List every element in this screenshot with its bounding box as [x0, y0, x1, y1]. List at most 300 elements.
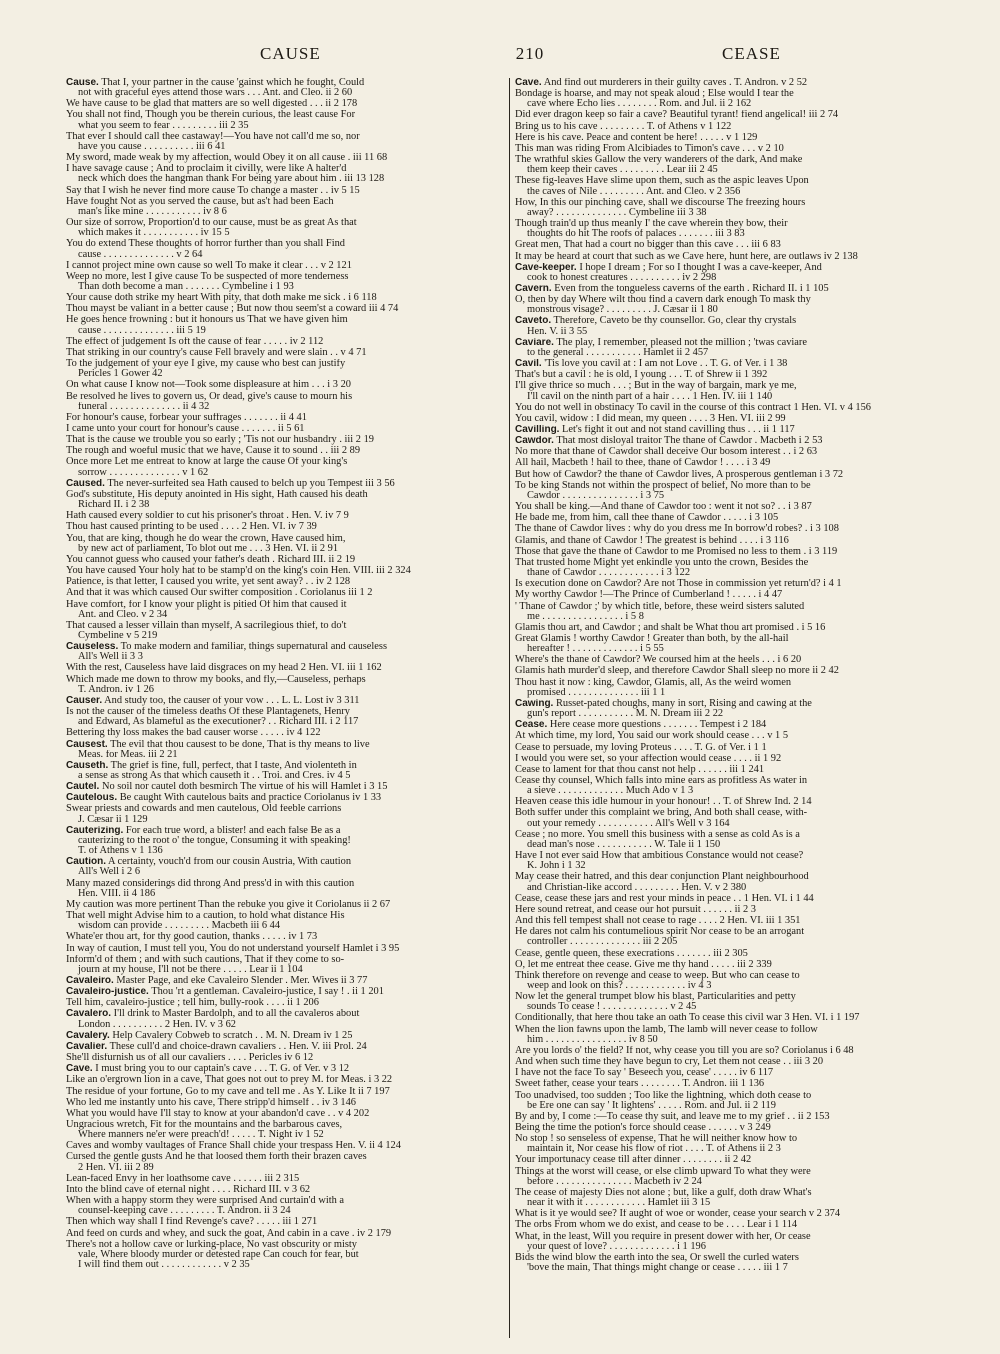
entry-line: counsel-keeping cave . . . . . . . . . T. Andron. ii 3 24 — [78, 1206, 291, 1217]
entry-line: 'bove the main, That things might change or cease . . . . . iii 1 7 — [527, 1263, 788, 1274]
entry-line: him . . . . . . . . . . . . . . . . iv 8 50 — [527, 1034, 658, 1045]
concordance-entry — [515, 1134, 957, 1154]
concordance-entry — [66, 911, 508, 931]
entry-line: Great Glamis ! worthy Cawdor ! Greater than both, by the all-hail — [515, 633, 789, 644]
concordance-entry — [66, 479, 508, 489]
headword: Causeless. — [66, 642, 119, 653]
concordance-entry — [66, 197, 508, 217]
entry-line: Sweet father, cease your tears . . . . . . . . T. Andron. iii 1 136 — [515, 1079, 765, 1090]
headword: Caused. — [66, 478, 105, 489]
concordance-entry — [66, 1240, 508, 1270]
entry-line: Swear priests and cowards and men cautelous, Old feeble carrions — [66, 804, 342, 815]
entry-line: May cease their hatred, and this dear conjunction Plant neighbourhood — [515, 872, 809, 883]
entry-line: Think therefore on revenge and cease to weep. But who can cease to — [515, 970, 800, 981]
entry-line: neck which does the hangman thank For being yare about him . iii 13 128 — [78, 174, 385, 185]
entry-line: When the lion fawns upon the lamb, The lamb will never cease to follow — [515, 1024, 818, 1035]
concordance-entry — [515, 176, 957, 196]
concordance-entry — [515, 1013, 957, 1023]
headword: Cave. — [515, 78, 542, 88]
concordance-entry — [66, 490, 508, 510]
entry-line: Cave. And find out murderers in their guilty caves . T. Andron. v 2 52 — [515, 78, 808, 88]
entry-line: The wrathful skies Gallow the very wanderers of the dark, And make — [515, 155, 803, 166]
headword: Cavalero. — [66, 1009, 112, 1020]
concordance-entry — [66, 577, 508, 587]
concordance-entry — [66, 761, 508, 781]
headword: Cawdor. — [515, 436, 554, 447]
entry-line: With the rest, Causeless have laid disgraces on my head 2 Hen. VI. iii 1 162 — [66, 663, 382, 674]
entry-line: Weep no more, lest I give cause To be suspected of more tenderness — [66, 271, 349, 282]
entry-line: The orbs From whom we do exist, and cease to be . . . . Lear i 1 114 — [515, 1220, 798, 1231]
concordance-entry — [66, 348, 508, 358]
headword: Cavaleiro-justice. — [66, 987, 149, 998]
entry-line: And that it was which caused Our swifter composition . Coriolanus iii 1 2 — [66, 588, 373, 599]
entry-line: On what cause I know not—Took some displeasure at him . . . i 3 20 — [66, 380, 351, 391]
entry-line: That caused a lesser villain than myself, A sacrilegious thief, to do't — [66, 620, 347, 631]
concordance-entry — [66, 272, 508, 292]
entry-line: not with graceful eyes attend those wars . . . Ant. and Cleo. ii 2 60 — [78, 88, 353, 99]
entry-line: cause . . . . . . . . . . . . . . v 2 64 — [78, 249, 203, 260]
entry-line: I'll give thrice so much . . . ; But in the way of bargain, mark ye me, — [515, 381, 797, 392]
entry-line: to the general . . . . . . . . . . . Hamlet ii 2 457 — [527, 347, 709, 358]
headword: Cavern. — [515, 283, 552, 294]
concordance-entry — [66, 1141, 508, 1151]
concordance-entry — [515, 252, 957, 262]
concordance-entry — [66, 1042, 508, 1052]
entry-line: That's but a cavil : he is old, I young . . . T. of Shrew ii 1 392 — [515, 370, 768, 381]
concordance-entry — [515, 1112, 957, 1122]
entry-line: Many mazed considerings did throng And press'd in with this caution — [66, 878, 355, 889]
concordance-entry — [515, 894, 957, 904]
concordance-entry — [66, 1053, 508, 1063]
concordance-entry — [66, 1174, 508, 1184]
entry-line: O, let me entreat thee cease. Give me thy hand . . . . . iii 2 339 — [515, 959, 772, 970]
entry-line: Those that gave the thane of Cawdor to me Promised no less to them . i 3 119 — [515, 546, 838, 557]
entry-line: Pericles 1 Gower 42 — [78, 369, 163, 380]
headword: Causer. — [66, 695, 103, 706]
entry-line: 2 Hen. VI. iii 2 89 — [78, 1162, 154, 1173]
entry-line: cave where Echo lies . . . . . . . . Rom. and Jul. ii 2 162 — [527, 99, 752, 110]
concordance-entry — [66, 110, 508, 130]
entry-line: Cautelous. Be caught With cautelous baits and practice Coriolanus iv 1 33 — [66, 793, 382, 804]
concordance-entry — [515, 144, 957, 154]
entry-line: Once more Let me entreat to know at large the cause Of your king's — [66, 457, 348, 468]
concordance-entry — [515, 1232, 957, 1252]
entry-line: But how of Cawdor? the thane of Cawdor lives, A prosperous gentleman i 3 72 — [515, 469, 844, 480]
entry-line: Which made me down to throw my books, and fly,—Causeless, perhaps — [66, 674, 366, 685]
headword: Caution. — [66, 857, 106, 868]
headword: Cautelous. — [66, 793, 118, 804]
entry-line: It may be heard at court that such as we Cave here, hunt here, are outlaws iv 2 138 — [515, 251, 858, 262]
concordance-entry — [66, 413, 508, 423]
concordance-entry — [515, 284, 957, 294]
entry-line: Cave-keeper. I hope I dream ; For so I thought I was a cave-keeper, And — [515, 262, 822, 273]
concordance-entry — [66, 642, 508, 662]
entry-line: These fig-leaves Have slime upon them, such as the aspic leaves Upon — [515, 176, 809, 187]
entry-line: maintain it, Nor cease his flow of riot . . . . T. of Athens ii 2 3 — [527, 1144, 781, 1155]
concordance-entry — [515, 198, 957, 218]
header-first-word: CAUSE — [260, 44, 321, 63]
entry-line: Caviare. The play, I remember, pleased not the million ; 'twas caviare — [515, 337, 807, 348]
entry-line: Caves and womby vaultages of France Shall chide your trespass Hen. V. ii 4 124 — [66, 1141, 401, 1152]
entry-line: Have I not ever said How that ambitious Constance would not cease? — [515, 851, 804, 862]
concordance-entry — [66, 446, 508, 456]
entry-line: We have cause to be glad that matters are so well digested . . . ii 2 178 — [66, 99, 358, 110]
concordance-entry — [515, 851, 957, 871]
entry-line: Did ever dragon keep so fair a cave? Beautiful tyrant! fiend angelical! iii 2 74 — [515, 110, 839, 121]
concordance-entry — [66, 392, 508, 412]
left-column — [66, 78, 508, 1340]
concordance-entry — [66, 621, 508, 641]
entry-line: You shall not find, Though you be therein curious, the least cause For — [66, 110, 356, 121]
entry-line: Cavalier. These cull'd and choice-drawn cavaliers . . Hen. V. iii Prol. 24 — [66, 1041, 367, 1052]
headword: Cavaleiro. — [66, 975, 114, 986]
concordance-entry — [515, 655, 957, 665]
entry-line: away? . . . . . . . . . . . . . . Cymbeline iii 3 38 — [527, 207, 707, 218]
concordance-entry — [515, 960, 957, 970]
concordance-entry — [66, 132, 508, 152]
concordance-entry — [66, 1064, 508, 1074]
entry-line: and Christian-like accord . . . . . . . . . Hen. V. v 2 380 — [527, 882, 747, 893]
entry-line: Cease to persuade, my loving Proteus . . . . T. G. of Ver. i 1 1 — [515, 742, 767, 753]
entry-line: In way of caution, I must tell you, You do not understand yourself Hamlet i 3 95 — [66, 943, 400, 954]
concordance-entry — [66, 1217, 508, 1227]
entry-line: All hail, Macbeth ! hail to thee, thane of Cawdor ! . . . . i 3 49 — [515, 458, 771, 469]
entry-line: your quest of love? . . . . . . . . . . . . . i 1 196 — [527, 1241, 706, 1252]
entry-line: K. John i 1 32 — [527, 861, 586, 872]
entry-line: He goes hence frowning : but it honours us That we have given him — [66, 315, 348, 326]
concordance-entry — [515, 699, 957, 719]
concordance-entry — [515, 743, 957, 753]
concordance-entry — [66, 857, 508, 877]
concordance-entry — [515, 78, 957, 88]
entry-line: All's Well ii 3 3 — [78, 652, 143, 663]
entry-line: To the judgement of your eye I give, my cause who best can justify — [66, 359, 346, 370]
entry-line: Cease to lament for that thou canst not help . . . . . . iii 1 241 — [515, 764, 765, 775]
entry-line: Cauterizing. For each true word, a blister! and each false Be as a — [66, 825, 341, 836]
entry-line: I cannot project mine own cause so well To make it clear . . . v 2 121 — [66, 260, 352, 271]
entry-line: Things at the worst will cease, or else climb upward To what they were — [515, 1166, 811, 1177]
entry-line: O, then by day Where wilt thou find a cavern dark enough To mask thy — [515, 295, 811, 306]
entry-line: Ungracious wretch, Fit for the mountains and the barbarous caves, — [66, 1120, 343, 1130]
entry-line: The thane of Cawdor lives : why do you dress me In borrow'd robes? . i 3 108 — [515, 524, 839, 535]
concordance-entry — [66, 663, 508, 673]
concordance-entry — [66, 932, 508, 942]
entry-line: Caused. The never-surfeited sea Hath caused to belch up you Tempest iii 3 56 — [66, 478, 395, 489]
headword: Causest. — [66, 739, 108, 750]
concordance-entry — [515, 971, 957, 991]
entry-line: The residue of your fortune, Go to my cave and tell me . As Y. Like It ii 7 197 — [66, 1086, 390, 1097]
concordance-entry — [66, 998, 508, 1008]
entry-line: cause . . . . . . . . . . . . . . iii 5 19 — [78, 325, 206, 336]
entry-line: I would you were set, so your affection would cease . . . . ii 1 92 — [515, 753, 782, 764]
headword: Cavilling. — [515, 425, 560, 435]
concordance-entry — [515, 590, 957, 600]
concordance-entry — [515, 1079, 957, 1089]
concordance-entry — [515, 872, 957, 892]
concordance-entry — [515, 731, 957, 741]
entry-line: wisdom can provide . . . . . . . . . Macbeth iii 6 44 — [78, 921, 281, 932]
concordance-entry — [515, 1123, 957, 1133]
entry-line: And this fell tempest shall not cease to rage . . . . 2 Hen. VI. iii 1 351 — [515, 916, 801, 927]
entry-line: When with a happy storm they were surprised And curtain'd with a — [66, 1196, 345, 1207]
entry-line: London . . . . . . . . . . 2 Hen. IV. v 3 62 — [78, 1019, 236, 1030]
entry-line: Patience, is that letter, I caused you write, yet sent away? . . iv 2 128 — [66, 577, 351, 588]
entry-line: before . . . . . . . . . . . . . . . Macbeth iv 2 24 — [527, 1176, 702, 1187]
entry-line: Now let the general trumpet blow his blast, Particularities and petty — [515, 992, 796, 1003]
entry-line: Your importunacy cease till after dinner . . . . . . . . ii 2 42 — [515, 1155, 752, 1166]
entry-line: Great men, That had a court no bigger than this cave . . . iii 6 83 — [515, 240, 781, 251]
entry-line: She'll disfurnish us of all our cavaliers . . . . Pericles iv 6 12 — [66, 1053, 314, 1064]
entry-line: Causeth. The grief is fine, full, perfect, that I taste, And violenteth in — [66, 760, 357, 771]
concordance-entry — [515, 1025, 957, 1045]
entry-line: Glamis hath murder'd sleep, and therefore Cawdor Shall sleep no more ii 2 42 — [515, 666, 839, 677]
concordance-entry — [515, 1046, 957, 1056]
concordance-entry — [66, 218, 508, 238]
entry-line: Cawdor. That most disloyal traitor The thane of Cawdor . Macbeth i 2 53 — [515, 436, 823, 447]
concordance-entry — [66, 1229, 508, 1239]
entry-line: Richard II. i 2 38 — [78, 500, 150, 511]
headword: Cautel. — [66, 782, 100, 793]
concordance-entry — [66, 588, 508, 598]
entry-line: sorrow . . . . . . . . . . . . . . v 1 62 — [78, 467, 209, 478]
entry-line: Cease ; no more. You smell this business with a sense as cold As is a — [515, 829, 800, 840]
entry-line: Glamis thou art, and Cawdor ; and shalt be What thou art promised . i 5 16 — [515, 622, 826, 633]
entry-line: Thou hast caused printing to be used . . . . 2 Hen. VI. iv 7 39 — [66, 522, 317, 533]
entry-line: dead man's nose . . . . . . . . . . . W. Tale ii 1 150 — [527, 839, 721, 850]
concordance-entry — [66, 976, 508, 986]
entry-line: Is not the causer of the timeless deaths Of these Plantagenets, Henry — [66, 707, 350, 718]
concordance-entry — [515, 992, 957, 1012]
headword: Cavil. — [515, 359, 542, 370]
running-head — [60, 44, 940, 68]
entry-line: weep and look on this? . . . . . . . . . . . . iv 4 3 — [527, 980, 712, 991]
concordance-entry — [515, 536, 957, 546]
concordance-entry — [66, 315, 508, 335]
entry-line: You have caused Your holy hat to be stamp'd on the king's coin Hen. VIII. iii 2 324 — [66, 566, 411, 577]
entry-line: Like an o'ergrown lion in a cave, That goes not out to prey M. for Meas. i 3 22 — [66, 1075, 393, 1086]
entry-line: thoughts do hit The roofs of palaces . . . . . . . iii 3 83 — [527, 229, 745, 240]
concordance-entry — [515, 927, 957, 947]
concordance-entry — [515, 558, 957, 578]
page-number: 210 — [515, 44, 545, 63]
entry-line: which makes it . . . . . . . . . . . iv 15 5 — [78, 228, 230, 239]
concordance-entry — [515, 524, 957, 534]
concordance-entry — [515, 1057, 957, 1067]
concordance-entry — [66, 293, 508, 303]
entry-line: Here sound retreat, and cease our hot pursuit . . . . . . ii 2 3 — [515, 904, 756, 915]
entry-line: Say that I wish he never find more cause To change a master . . iv 5 15 — [66, 185, 360, 196]
entry-line: Ant. and Cleo. v 2 34 — [78, 609, 168, 620]
entry-line: thane of Cawdor . . . . . . . . . . . . i 3 122 — [527, 568, 691, 579]
concordance-entry — [66, 555, 508, 565]
concordance-entry — [66, 987, 508, 997]
entry-line: cauterizing to the root o' the tongue, Consuming it with speaking! — [78, 835, 351, 846]
entry-line: I'll cavil on the ninth part of a hair . . . . 1 Hen. IV. iii 1 140 — [527, 391, 773, 402]
concordance-entry — [66, 239, 508, 259]
entry-line: That is the cause we trouble you so early ; 'Tis not our husbandry . iii 2 19 — [66, 435, 374, 446]
concordance-entry — [515, 776, 957, 796]
entry-line: He dares not calm his contumelious spirit Nor cease to be an arrogant — [515, 927, 805, 938]
entry-line: Your cause doth strike my heart With pity, that doth make me sick . i 6 118 — [66, 293, 377, 304]
headword: Cavalier. — [66, 1041, 108, 1052]
entry-line: My sword, made weak by my affection, would Obey it on all cause . iii 11 68 — [66, 153, 388, 164]
concordance-entry — [66, 380, 508, 390]
entry-line: Caution. A certainty, vouch'd from our cousin Austria, With caution — [66, 857, 352, 868]
entry-line: Here is his cave. Peace and content be here! . . . . . v 1 129 — [515, 132, 758, 143]
concordance-entry — [515, 295, 957, 315]
entry-line: Into the blind cave of eternal night . . . . Richard III. v 3 62 — [66, 1184, 311, 1195]
concordance-entry — [66, 1098, 508, 1108]
entry-line: Cease, cease these jars and rest your minds in peace . . 1 Hen. VI. i 1 44 — [515, 893, 814, 904]
entry-line: For honour's cause, forbear your suffrages . . . . . . . ii 4 41 — [66, 412, 307, 423]
right-column — [515, 78, 957, 1340]
entry-line: Causeless. To make modern and familiar, things supernatural and causeless — [66, 642, 388, 653]
concordance-entry — [66, 511, 508, 521]
concordance-entry — [66, 804, 508, 824]
entry-line: I have not the face To say ' Beseech you, cease' . . . . . iv 6 117 — [515, 1068, 774, 1079]
concordance-entry — [515, 513, 957, 523]
entry-line: Thou mayst be valiant in a better cause ; But now thou seem'st a coward iii 4 74 — [66, 304, 399, 315]
concordance-entry — [66, 1109, 508, 1119]
entry-line: Than doth become a man . . . . . . . Cymbeline i 1 93 — [78, 281, 294, 292]
headword: Caveto. — [515, 316, 552, 327]
concordance-entry — [515, 122, 957, 132]
concordance-entry — [66, 337, 508, 347]
entry-line: No more that thane of Cawdor shall deceive Our bosom interest . . i 2 63 — [515, 447, 818, 458]
entry-line: Both suffer under this complaint we bring, And both shall cease, with- — [515, 808, 808, 819]
entry-line: And when such time they have begun to cry, Let them not cease . . iii 3 20 — [515, 1057, 824, 1068]
concordance-entry — [515, 949, 957, 959]
concordance-entry — [66, 99, 508, 109]
entry-line: Inform'd of them ; and with such cautions, That if they come to so- — [66, 954, 345, 965]
concordance-entry — [515, 547, 957, 557]
concordance-entry — [515, 133, 957, 143]
entry-line: Our size of sorrow, Proportion'd to our cause, must be as great As that — [66, 218, 357, 229]
entry-line: Meas. for Meas. iii 2 21 — [78, 749, 178, 760]
concordance-entry — [66, 186, 508, 196]
entry-line: The cease of majesty Dies not alone ; but, like a gulf, doth draw What's — [515, 1187, 812, 1198]
entry-line: Cavil. 'Tis love you cavil at : I am not Love . . T. G. of Ver. i 1 38 — [515, 359, 788, 370]
entry-line: Cave. I must bring you to our captain's cave . . . T. G. of Ver. v 3 12 — [66, 1064, 350, 1075]
headword: Cave. — [66, 1064, 93, 1075]
concordance-entry — [66, 782, 508, 792]
entry-line: Hath caused every soldier to cut his prisoner's throat . Hen. V. iv 7 9 — [66, 511, 349, 522]
entry-line: That ever I should call thee castaway!—You have not call'd me so, nor — [66, 131, 360, 142]
entry-line: I will find them out . . . . . . . . . . . . v 2 35 — [78, 1260, 250, 1271]
entry-line: Whate'er thou art, for thy good caution, thanks . . . . . iv 1 73 — [66, 932, 318, 943]
entry-line: Have comfort, for I know your plight is pitied Of him that caused it — [66, 599, 347, 610]
concordance-entry — [515, 359, 957, 369]
entry-line: be Ere one can say ' It lightens' . . . . . Rom. and Jul. ii 2 119 — [527, 1100, 776, 1111]
concordance-entry — [66, 153, 508, 163]
entry-line: Thou hast it now : king, Cawdor, Glamis, all, As the weird women — [515, 677, 792, 688]
concordance-entry — [66, 1087, 508, 1097]
concordance-entry — [515, 754, 957, 764]
entry-line: Be resolved he lives to govern us, Or dead, give's cause to mourn his — [66, 391, 353, 402]
concordance-entry — [515, 1167, 957, 1187]
concordance-entry — [515, 905, 957, 915]
concordance-entry — [515, 765, 957, 775]
entry-line: All's Well i 2 6 — [78, 867, 141, 878]
headword: Cave-keeper. — [515, 262, 577, 273]
concordance-entry — [515, 370, 957, 380]
concordance-entry — [66, 944, 508, 954]
entry-line: There's not a hollow cave or lurking-place, No vast obscurity or misty — [66, 1239, 358, 1250]
concordance-entry — [515, 381, 957, 401]
concordance-entry — [515, 458, 957, 468]
entry-line: out your remedy . . . . . . . . . . . All's Well v 3 164 — [527, 818, 730, 829]
entry-line: Cymbeline v 5 219 — [78, 630, 158, 641]
concordance-entry — [66, 826, 508, 856]
headword: Cease. — [515, 720, 548, 731]
entry-line: funeral . . . . . . . . . . . . . . ii 4 32 — [78, 401, 210, 412]
concordance-entry — [515, 797, 957, 807]
entry-line: Bids the wind blow the earth into the sea, Or swell the curled waters — [515, 1252, 799, 1263]
entry-line: Then which way shall I find Revenge's cave? . . . . . iii 1 271 — [66, 1217, 318, 1228]
entry-line: You cavil, widow : I did mean, my queen . . . . 3 Hen. VI. iii 2 99 — [515, 413, 786, 424]
entry-line: Causest. The evil that thou causest to be done, That is thy means to live — [66, 739, 370, 750]
entry-line: by new act of parliament, To blot out me . . . 3 Hen. VI. ii 2 91 — [78, 543, 339, 554]
concordance-entry — [515, 1155, 957, 1165]
concordance-entry — [515, 1068, 957, 1078]
entry-line: gun's report . . . . . . . . . . . M. N. Dream iii 2 22 — [527, 709, 724, 720]
concordance-entry — [66, 424, 508, 434]
entry-line: This man was riding From Alcibiades to Timon's cave . . . v 2 10 — [515, 143, 784, 154]
entry-line: Who led me instantly unto his cave, There stripp'd himself . . iv 3 146 — [66, 1097, 356, 1108]
concordance-entry — [66, 1075, 508, 1085]
headword: Cause. — [66, 78, 99, 88]
entry-line: How, In this our pinching cave, shall we discourse The freezing hours — [515, 197, 806, 208]
entry-line: To be king Stands not within the prospect of belief, No more than to be — [515, 480, 811, 491]
entry-line: man's like mine . . . . . . . . . . . iv 8 6 — [78, 206, 227, 217]
entry-line: That trusted home Might yet enkindle you unto the crown, Besides the — [515, 557, 809, 568]
entry-line: J. Cæsar ii 1 129 — [78, 814, 148, 825]
entry-line: and Edward, As blameful as the executioner? . . Richard III. i 2 117 — [78, 717, 359, 728]
concordance-entry — [515, 338, 957, 358]
concordance-entry — [515, 666, 957, 676]
concordance-entry — [515, 470, 957, 480]
concordance-entry — [515, 414, 957, 424]
concordance-entry — [66, 534, 508, 554]
entry-line: hereafter ! . . . . . . . . . . . . . i 5 55 — [527, 644, 664, 655]
concordance-entry — [515, 1209, 957, 1219]
entry-line: Tell him, cavaleiro-justice ; tell him, bully-rook . . . . ii 1 206 — [66, 998, 319, 1009]
concordance-entry — [66, 793, 508, 803]
entry-line: controller . . . . . . . . . . . . . . iii 2 205 — [527, 937, 678, 948]
entry-line: You shall be king.—And thane of Cawdor too : went it not so? . . i 3 87 — [515, 502, 812, 513]
entry-line: Causer. And study too, the causer of your vow . . . L. L. Lost iv 3 311 — [66, 695, 360, 706]
entry-line: And feed on curds and whey, and suck the goat, And cabin in a cave . iv 2 179 — [66, 1228, 392, 1239]
entry-line: You do extend These thoughts of horror further than you shall Find — [66, 239, 345, 250]
entry-line: Cavern. Even from the tongueless caverns of the earth . Richard II. i 1 105 — [515, 283, 829, 294]
entry-line: Bettering thy loss makes the bad causer worse . . . . . iv 4 122 — [66, 728, 321, 739]
entry-line: Is execution done on Cawdor? Are not Those in commission yet return'd? i 4 1 — [515, 579, 842, 590]
entry-line: That well might Advise him to a caution, to hold what distance His — [66, 911, 345, 922]
concordance-entry — [66, 707, 508, 727]
entry-line: Heaven cease this idle humour in your honour! . . T. of Shrew Ind. 2 14 — [515, 797, 812, 808]
entry-line: sounds To cease ! . . . . . . . . . . . . . v 2 45 — [527, 1002, 697, 1013]
concordance-entry — [515, 89, 957, 109]
concordance-entry — [66, 566, 508, 576]
concordance-entry — [515, 678, 957, 698]
concordance-entry — [515, 219, 957, 239]
concordance-entry — [515, 1188, 957, 1208]
entry-line: You, that are king, though he do wear the crown, Have caused him, — [66, 533, 346, 544]
entry-line: Cautel. No soil nor cautel doth besmirch The virtue of his will Hamlet i 3 15 — [66, 782, 388, 793]
entry-line: Where's the thane of Cawdor? We coursed him at the heels . . . i 6 20 — [515, 655, 802, 666]
concordance-entry — [515, 155, 957, 175]
entry-line: Cavalery. Help Cavalery Cobweb to scratch . . M. N. Dream iv 1 25 — [66, 1030, 353, 1041]
